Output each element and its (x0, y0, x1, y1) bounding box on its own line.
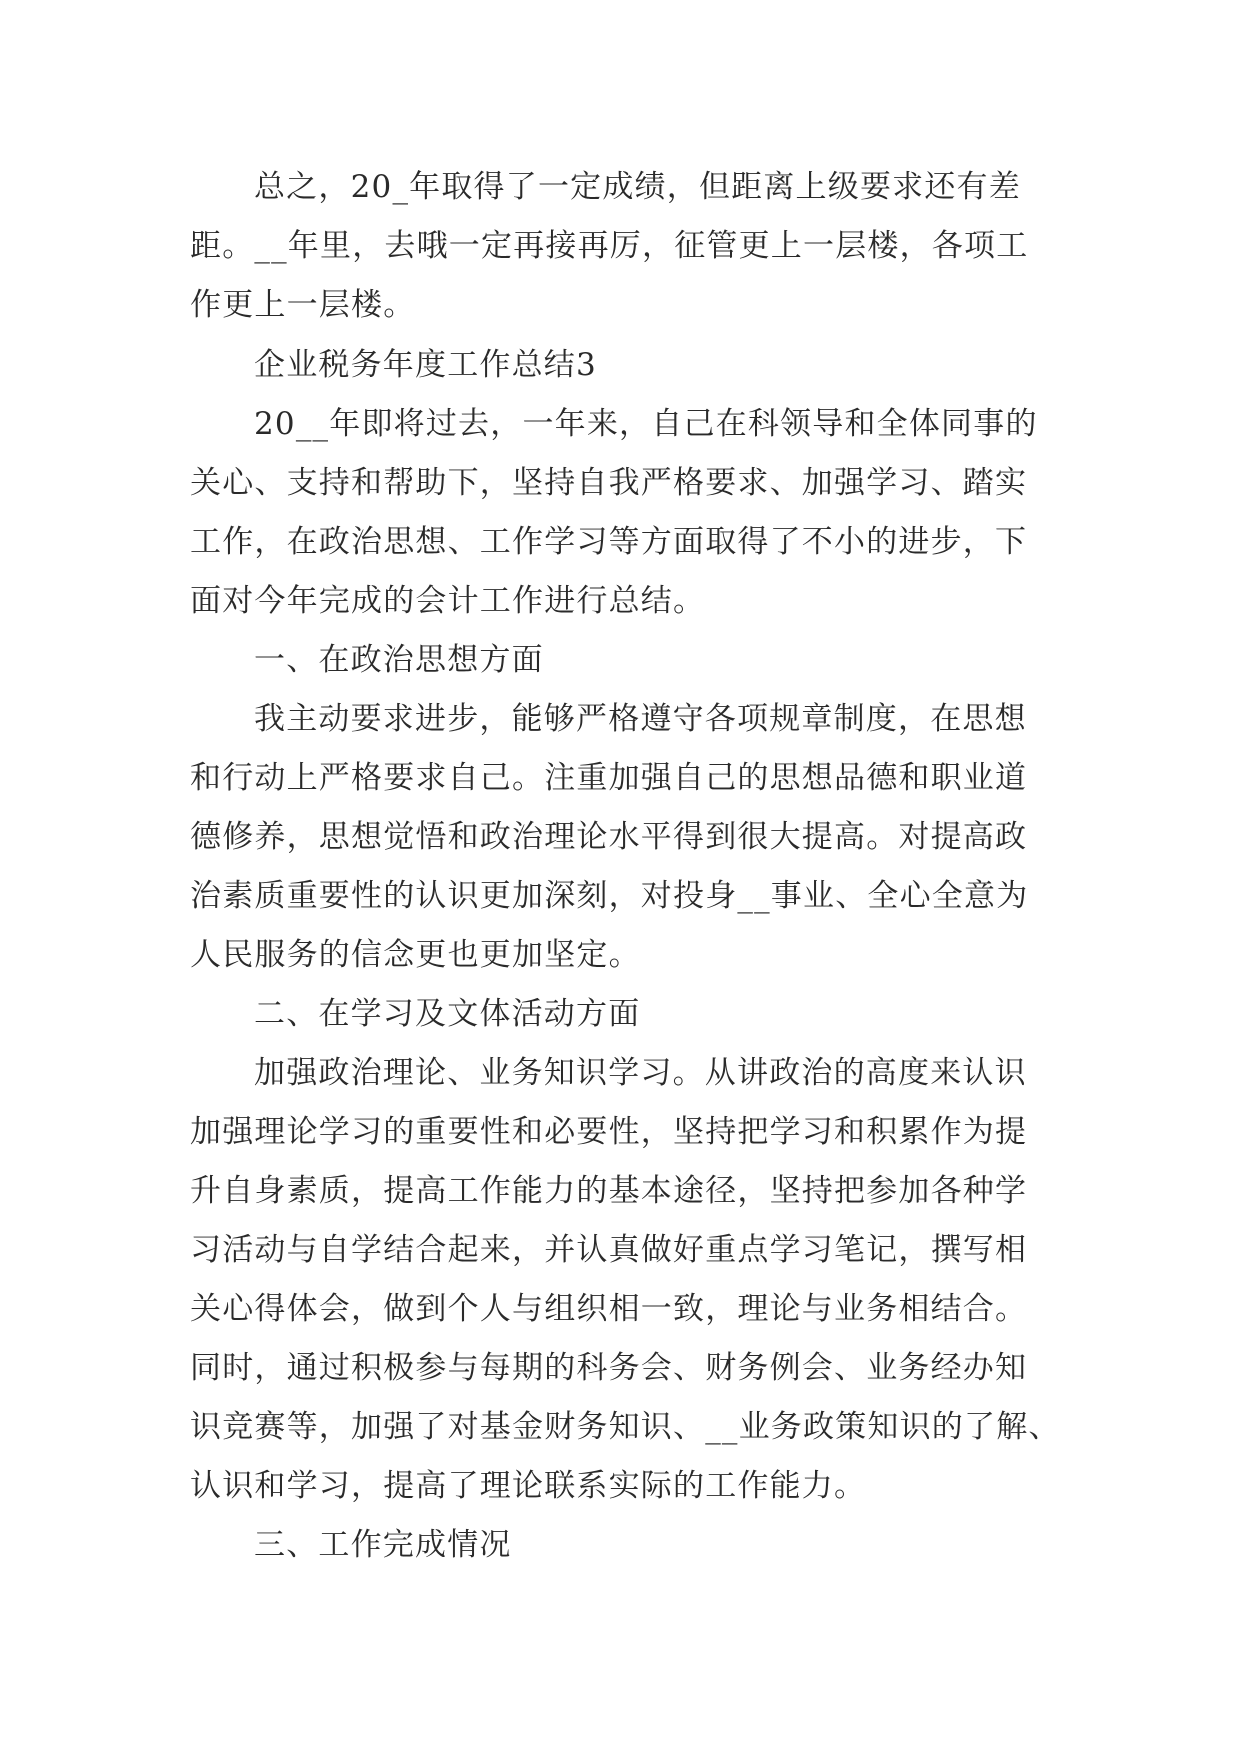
text-line: 加强政治理论、业务知识学习。从讲政治的高度来认识 (254, 1055, 1027, 1091)
text-line: 工作，在政治思想、工作学习等方面取得了不小的进步，下 (190, 524, 1028, 560)
text-line: 人民服务的信念更也更加坚定。 (190, 937, 641, 973)
text-line: 加强理论学习的重要性和必要性，坚持把学习和积累作为提 (190, 1114, 1028, 1150)
text-line: 识竞赛等，加强了对基金财务知识、__业务政策知识的了解、 (190, 1409, 1061, 1445)
text-line: 作更上一层楼。 (190, 287, 416, 323)
text-line: 治素质重要性的认识更加深刻，对投身__事业、全心全意为 (190, 878, 1029, 914)
text-line: 关心、支持和帮助下，坚持自我严格要求、加强学习、踏实 (190, 465, 1028, 501)
text-line: 同时，通过积极参与每期的科务会、财务例会、业务经办知 (190, 1350, 1028, 1386)
section-heading: 企业税务年度工作总结3 (254, 347, 597, 383)
text-line: 面对今年完成的会计工作进行总结。 (190, 583, 706, 619)
text-line: 20__年即将过去，一年来，自己在科领导和全体同事的 (254, 406, 1038, 442)
text-line: 关心得体会，做到个人与组织相一致，理论与业务相结合。 (190, 1291, 1028, 1327)
section-heading: 二、在学习及文体活动方面 (254, 996, 641, 1032)
section-heading: 一、在政治思想方面 (254, 642, 544, 678)
text-line: 德修养，思想觉悟和政治理论水平得到很大提高。对提高政 (190, 819, 1028, 855)
section-heading: 三、工作完成情况 (254, 1527, 512, 1563)
text-line: 距。__年里，去哦一定再接再厉，征管更上一层楼，各项工 (190, 228, 1029, 264)
text-line: 我主动要求进步，能够严格遵守各项规章制度，在思想 (254, 701, 1027, 737)
text-line: 和行动上严格要求自己。注重加强自己的思想品德和职业道 (190, 760, 1028, 796)
text-line: 认识和学习，提高了理论联系实际的工作能力。 (190, 1468, 867, 1504)
text-line: 升自身素质，提高工作能力的基本途径，坚持把参加各种学 (190, 1173, 1028, 1209)
text-line: 总之，20_年取得了一定成绩，但距离上级要求还有差 (254, 169, 1021, 205)
text-line: 习活动与自学结合起来，并认真做好重点学习笔记，撰写相 (190, 1232, 1028, 1268)
